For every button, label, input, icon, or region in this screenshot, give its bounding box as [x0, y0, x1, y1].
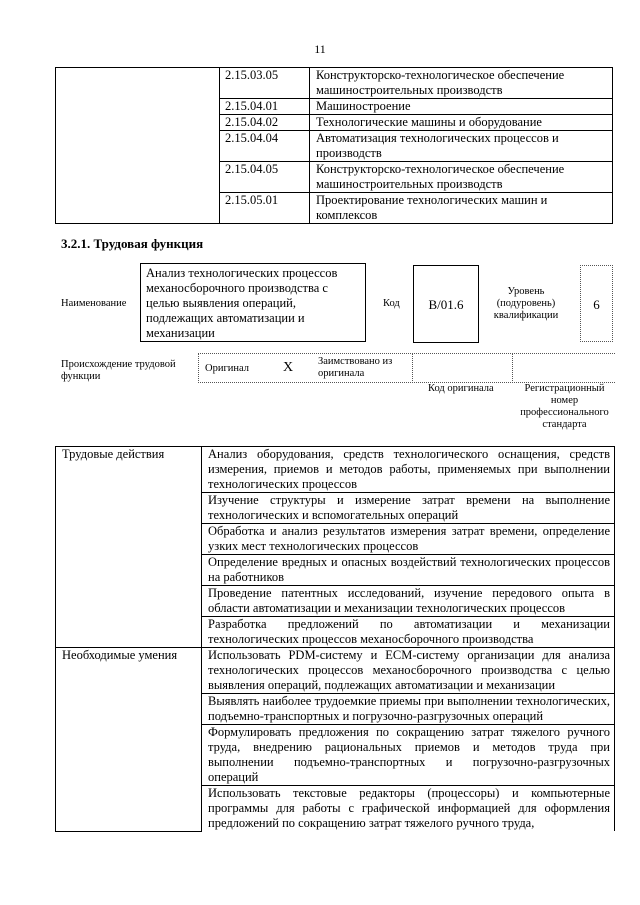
reg-number-label: Регистрационный номер профессионального стандарта	[520, 383, 609, 430]
code-cell: 2.15.05.01	[220, 193, 310, 224]
level-value: 6	[593, 297, 600, 312]
code-name-cell: Технологические машины и оборудование	[310, 115, 613, 131]
original-mark: X	[283, 360, 294, 375]
skill-cell: Использовать PDM-систему и ECM-систему организации для анализа технологических процессов механосборочного производства с целью выявления операций, подлежащих автоматизации и механизации	[202, 648, 615, 694]
code-label: Код	[383, 298, 400, 309]
skill-cell: Использовать текстовые редакторы (процессоры) и компьютерные программы для работы с графической информацией для оформления предложений по сокращению затрат тяжелого ручного труда,	[202, 786, 615, 832]
borrowed-label: Заимствовано из оригинала	[318, 356, 393, 379]
code-cell: 2.15.03.05	[220, 68, 310, 99]
skills-label: Необходимые умения	[56, 648, 202, 832]
origin-divider	[412, 353, 414, 381]
code-original-label: Код оригинала	[428, 383, 494, 394]
level-label: Уровень (подуровень) квалификации	[493, 286, 559, 321]
codes-table-empty-cell	[56, 68, 220, 224]
skill-cell: Выявлять наиболее трудоемкие приемы при выполнении технологических, подъемно-транспортных и погрузочно-разгрузочных операций	[202, 694, 615, 725]
code-cell: 2.15.04.01	[220, 99, 310, 115]
name-label: Наименование	[61, 298, 127, 309]
code-name-cell: Машиностроение	[310, 99, 613, 115]
labor-actions-label: Трудовые действия	[56, 447, 202, 648]
origin-divider	[198, 353, 200, 381]
function-code-value: В/01.6	[428, 297, 464, 312]
codes-table	[55, 67, 613, 224]
code-name-cell: Проектирование технологических машин и комплексов	[310, 193, 613, 224]
code-cell: 2.15.04.02	[220, 115, 310, 131]
origin-label: Происхождение трудовой функции	[61, 359, 176, 382]
function-name-value: Анализ технологических процессов механосборочного производства с целью выявления операций, подлежащих автоматизации и механизации	[146, 266, 338, 340]
section-heading: 3.2.1. Трудовая функция	[61, 236, 204, 251]
labor-action-cell: Анализ оборудования, средств технологического оснащения, средств измерения, приемов и методов работы, применяемых при выполнении технологических процессов	[202, 447, 615, 493]
labor-action-cell: Определение вредных и опасных воздействий технологических процессов на работников	[202, 555, 615, 586]
code-name-cell: Конструкторско-технологическое обеспечение машиностроительных производств	[310, 162, 613, 193]
labor-action-cell: Изучение структуры и измерение затрат времени на выполнение технологических и вспомогательных операций	[202, 493, 615, 524]
code-name-cell: Конструкторско-технологическое обеспечение машиностроительных производств	[310, 68, 613, 99]
code-cell: 2.15.04.05	[220, 162, 310, 193]
origin-divider	[512, 353, 514, 381]
table-row	[56, 447, 615, 493]
labor-action-cell: Обработка и анализ результатов измерения затрат времени, определение узких мест технологических процессов	[202, 524, 615, 555]
table-row	[56, 648, 615, 694]
level-box	[580, 265, 613, 342]
page-number: 11	[314, 42, 326, 56]
skill-cell: Формулировать предложения по сокращению затрат тяжелого ручного труда, внедрению рациональных приемов и методов труда при выполнении подъемно-транспортных и погрузочно-разгрузочных операций	[202, 725, 615, 786]
labor-action-cell: Разработка предложений по автоматизации и механизации технологических процессов механосборочного производства	[202, 617, 615, 648]
main-table	[55, 446, 615, 832]
function-name-box	[140, 263, 366, 342]
table-row	[56, 68, 613, 99]
code-cell: 2.15.04.04	[220, 131, 310, 162]
original-label: Оригинал	[205, 363, 249, 374]
function-code-box	[413, 265, 479, 343]
labor-action-cell: Проведение патентных исследований, изучение передового опыта в области автоматизации и механизации технологических процессов	[202, 586, 615, 617]
code-name-cell: Автоматизация технологических процессов и производств	[310, 131, 613, 162]
